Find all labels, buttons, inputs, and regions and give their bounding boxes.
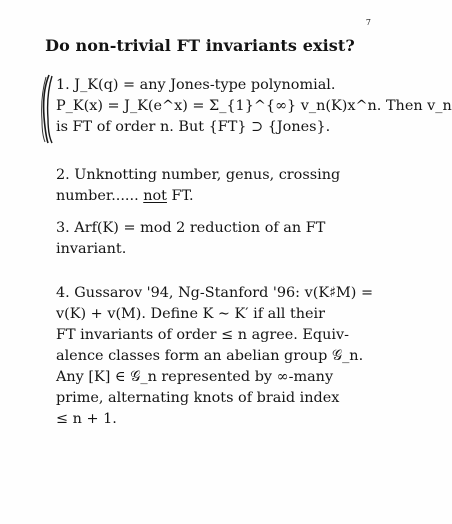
slide-title: Do non-trivial FT invariants exist?	[45, 36, 355, 55]
not-underlined-word: not	[143, 188, 167, 204]
item-4-line-7: ≤ n + 1.	[56, 411, 117, 427]
item-4-line-5: Any [K] ∈ 𝒢_n represented by ∞-many	[56, 369, 334, 385]
item-1-line-3: is FT of order n. But {FT} ⊃ {Jones}.	[56, 119, 331, 135]
item-1-jones-polynomial	[56, 75, 452, 138]
item-4-gussarov-ng-stanford	[56, 283, 372, 430]
item-4-line-6: prime, alternating knots of braid index	[56, 390, 340, 406]
item-4-line-4: alence classes form an abelian group 𝒢_n.	[56, 348, 364, 364]
item-4-line-3: FT invariants of order ≤ n agree. Equiv-	[56, 327, 350, 343]
item-4-line-2: v(K) + v(M). Define K ∼ K′ if all their	[56, 306, 326, 322]
item-2-line-1: 2. Unknotting number, genus, crossing	[56, 167, 341, 183]
item-4-line-1: 4. Gussarov '94, Ng-Stanford '96: v(K♯M) =	[56, 285, 374, 301]
handwritten-bracket-mark	[40, 73, 54, 145]
page-number: 7	[365, 18, 371, 27]
item-3-line-2: invariant.	[56, 241, 127, 257]
item-1-line-1: 1. J_K(q) = any Jones-type polynomial.	[56, 77, 336, 93]
item-3-arf-invariant	[56, 218, 372, 260]
item-2-line-2: number...... not FT.	[56, 188, 194, 204]
item-2-unknotting-number	[56, 165, 372, 207]
item-3-line-1: 3. Arf(K) = mod 2 reduction of an FT	[56, 220, 326, 236]
item-1-line-2: P_K(x) = J_K(e^x) = Σ_{1}^{∞} v_n(K)x^n. Then v_n	[56, 98, 452, 114]
